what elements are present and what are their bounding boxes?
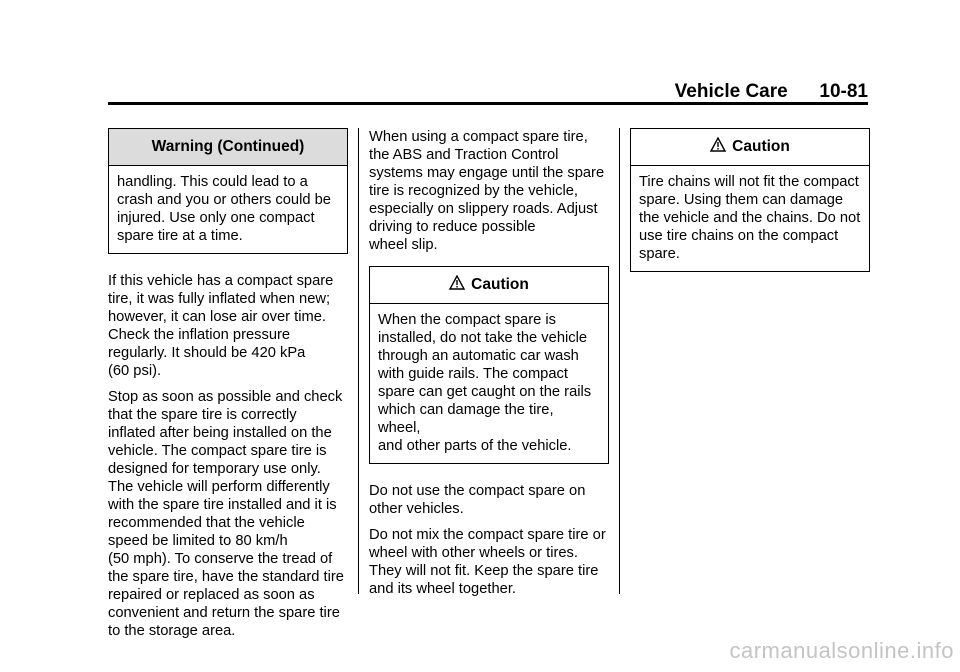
- caution-text: Tire chains will not fit the compact spare. Using them can damage the vehicle and the chains. Do not use tire chains on the compact spare.: [639, 174, 861, 262]
- caution-header: [631, 129, 869, 166]
- paragraph: If this vehicle has a compact spare tire, it was fully inflated when new; however, it can lose air over time. Check the inflation pressure regularly. It should be 420 kPa (60 psi).: [108, 273, 334, 379]
- header-rule: [108, 102, 868, 105]
- column-2: [369, 128, 609, 606]
- page-number: 10-81: [819, 81, 868, 102]
- watermark: carmanualsonline.info: [729, 638, 954, 663]
- caution-title: Caution: [732, 138, 790, 155]
- caution-text: When the compact spare is installed, do not take the vehicle through an automatic car wash with guide rails. The compact spare can get caught on the rails which can damage the tire, wheel, and other parts of the vehicle.: [378, 312, 592, 454]
- caution-box: [369, 266, 609, 464]
- column-divider: [358, 128, 359, 594]
- caution-header: [370, 267, 608, 304]
- paragraph: Do not mix the compact spare tire or wheel with other wheels or tires. They will not fit. Keep the spare tire and its wheel together.: [369, 527, 606, 597]
- paragraph: Do not use the compact spare on other vehicles.: [369, 483, 586, 517]
- caution-box: [630, 128, 870, 272]
- caution-title: Caution: [471, 276, 529, 293]
- warning-title: Warning (Continued): [109, 129, 347, 166]
- column-1: [108, 128, 348, 648]
- column-3: [630, 128, 870, 290]
- caution-triangle-icon: [449, 275, 465, 290]
- warning-box: [108, 128, 348, 254]
- paragraph: Stop as soon as possible and check that the spare tire is correctly inflated after being installed on the vehicle. The compact spare tire is designed for temporary use only. The vehicle will perform differently with the spare tire installed and it is recommended that the vehicle speed be limited to 80 km/h (50 mph). To conserve the tread of the spare tire, have the standard tire repaired or replaced as soon as convenient and return the spare tire to the storage area.: [108, 389, 344, 639]
- column-divider: [619, 128, 620, 594]
- section-title: Vehicle Care: [674, 81, 788, 102]
- page-header: [108, 80, 868, 104]
- warning-text: handling. This could lead to a crash and you or others could be injured. Use only one compact spare tire at a time.: [117, 174, 331, 244]
- paragraph: When using a compact spare tire, the ABS and Traction Control systems may engage until the spare tire is recognized by the vehicle, especially on slippery roads. Adjust driving to reduce possible wheel slip.: [369, 129, 605, 253]
- caution-triangle-icon: [710, 137, 726, 152]
